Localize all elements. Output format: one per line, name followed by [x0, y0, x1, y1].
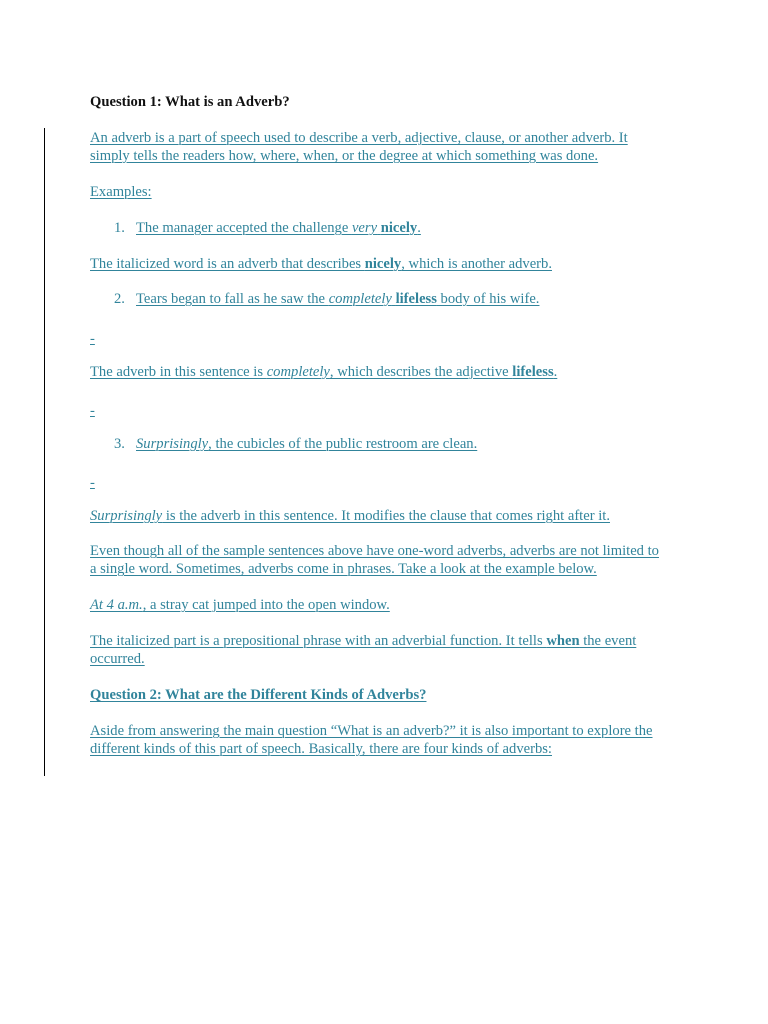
- example-2-bold: lifeless: [395, 291, 437, 307]
- explanation-1-end: , which is another adverb.: [401, 256, 552, 272]
- empty-paragraph-marker-1: -: [90, 331, 95, 347]
- example-2: [114, 290, 539, 308]
- example-3: [114, 435, 477, 453]
- explanation-1-bold: nicely: [364, 256, 402, 272]
- example-1-number: 1.: [114, 220, 125, 236]
- phrase-paragraph-line-1: Even though all of the sample sentences above have one-word adverbs, adverbs are not limited to: [90, 543, 659, 559]
- kinds-paragraph-line-1: Aside from answering the main question “What is an adverb?” it is also important to explore the: [90, 723, 653, 739]
- example-2-number: 2.: [114, 291, 125, 307]
- example-2-text: Tears began to fall as he saw the: [136, 291, 329, 307]
- example-3-italic: Surprisingly: [136, 436, 209, 452]
- explanation-3-italic: Surprisingly: [90, 508, 163, 524]
- explanation-2-text: The adverb in this sentence is: [90, 364, 267, 380]
- example-4: [90, 596, 390, 614]
- explanation-3: [90, 507, 610, 525]
- empty-paragraph-marker-3: -: [90, 475, 95, 491]
- question-1-heading: Question 1: What is an Adverb?: [90, 94, 290, 110]
- explanation-4-text: The italicized part is a prepositional phrase with an adverbial function. It tells: [90, 633, 547, 649]
- explanation-4-bold: when: [546, 633, 580, 649]
- example-1: [114, 219, 421, 237]
- example-2-italic: completely: [328, 291, 392, 307]
- question-2-heading: Question 2: What are the Different Kinds of Adverbs?: [90, 687, 427, 703]
- explanation-2-mid: , which describes the adjective: [329, 364, 513, 380]
- explanation-1: [90, 255, 552, 273]
- examples-label: Examples:: [90, 184, 152, 200]
- example-2-end: body of his wife.: [436, 291, 540, 307]
- explanation-2-bold: lifeless: [512, 364, 554, 380]
- example-4-text: , a stray cat jumped into the open window.: [142, 597, 390, 613]
- explanation-2: [90, 363, 557, 381]
- example-1-bold: nicely: [380, 220, 418, 236]
- definition-line-1: An adverb is a part of speech used to describe a verb, adjective, clause, or another adverb. It: [90, 130, 628, 146]
- explanation-4-end: the event: [579, 633, 637, 649]
- example-4-italic: At 4 a.m.: [90, 597, 143, 613]
- example-3-text: , the cubicles of the public restroom are clean.: [208, 436, 478, 452]
- explanation-4-line-2: occurred.: [90, 651, 145, 667]
- definition-line-2: simply tells the readers how, where, when, or the degree at which something was done.: [90, 148, 599, 164]
- kinds-paragraph-line-2: different kinds of this part of speech. Basically, there are four kinds of adverbs:: [90, 741, 552, 757]
- example-1-italic: very: [351, 220, 378, 236]
- empty-paragraph-marker-2: -: [90, 403, 95, 419]
- example-1-end: .: [417, 220, 421, 236]
- explanation-2-end: .: [553, 364, 558, 380]
- explanation-2-italic: completely: [266, 364, 330, 380]
- explanation-1-text: The italicized word is an adverb that describes: [90, 256, 365, 272]
- example-1-text: The manager accepted the challenge: [136, 220, 352, 236]
- phrase-paragraph-line-2: a single word. Sometimes, adverbs come in phrases. Take a look at the example below.: [90, 561, 597, 577]
- explanation-4-line-1: [90, 632, 636, 650]
- change-bar: [44, 128, 45, 776]
- explanation-3-text: is the adverb in this sentence. It modifies the clause that comes right after it.: [162, 508, 610, 524]
- example-3-number: 3.: [114, 436, 125, 452]
